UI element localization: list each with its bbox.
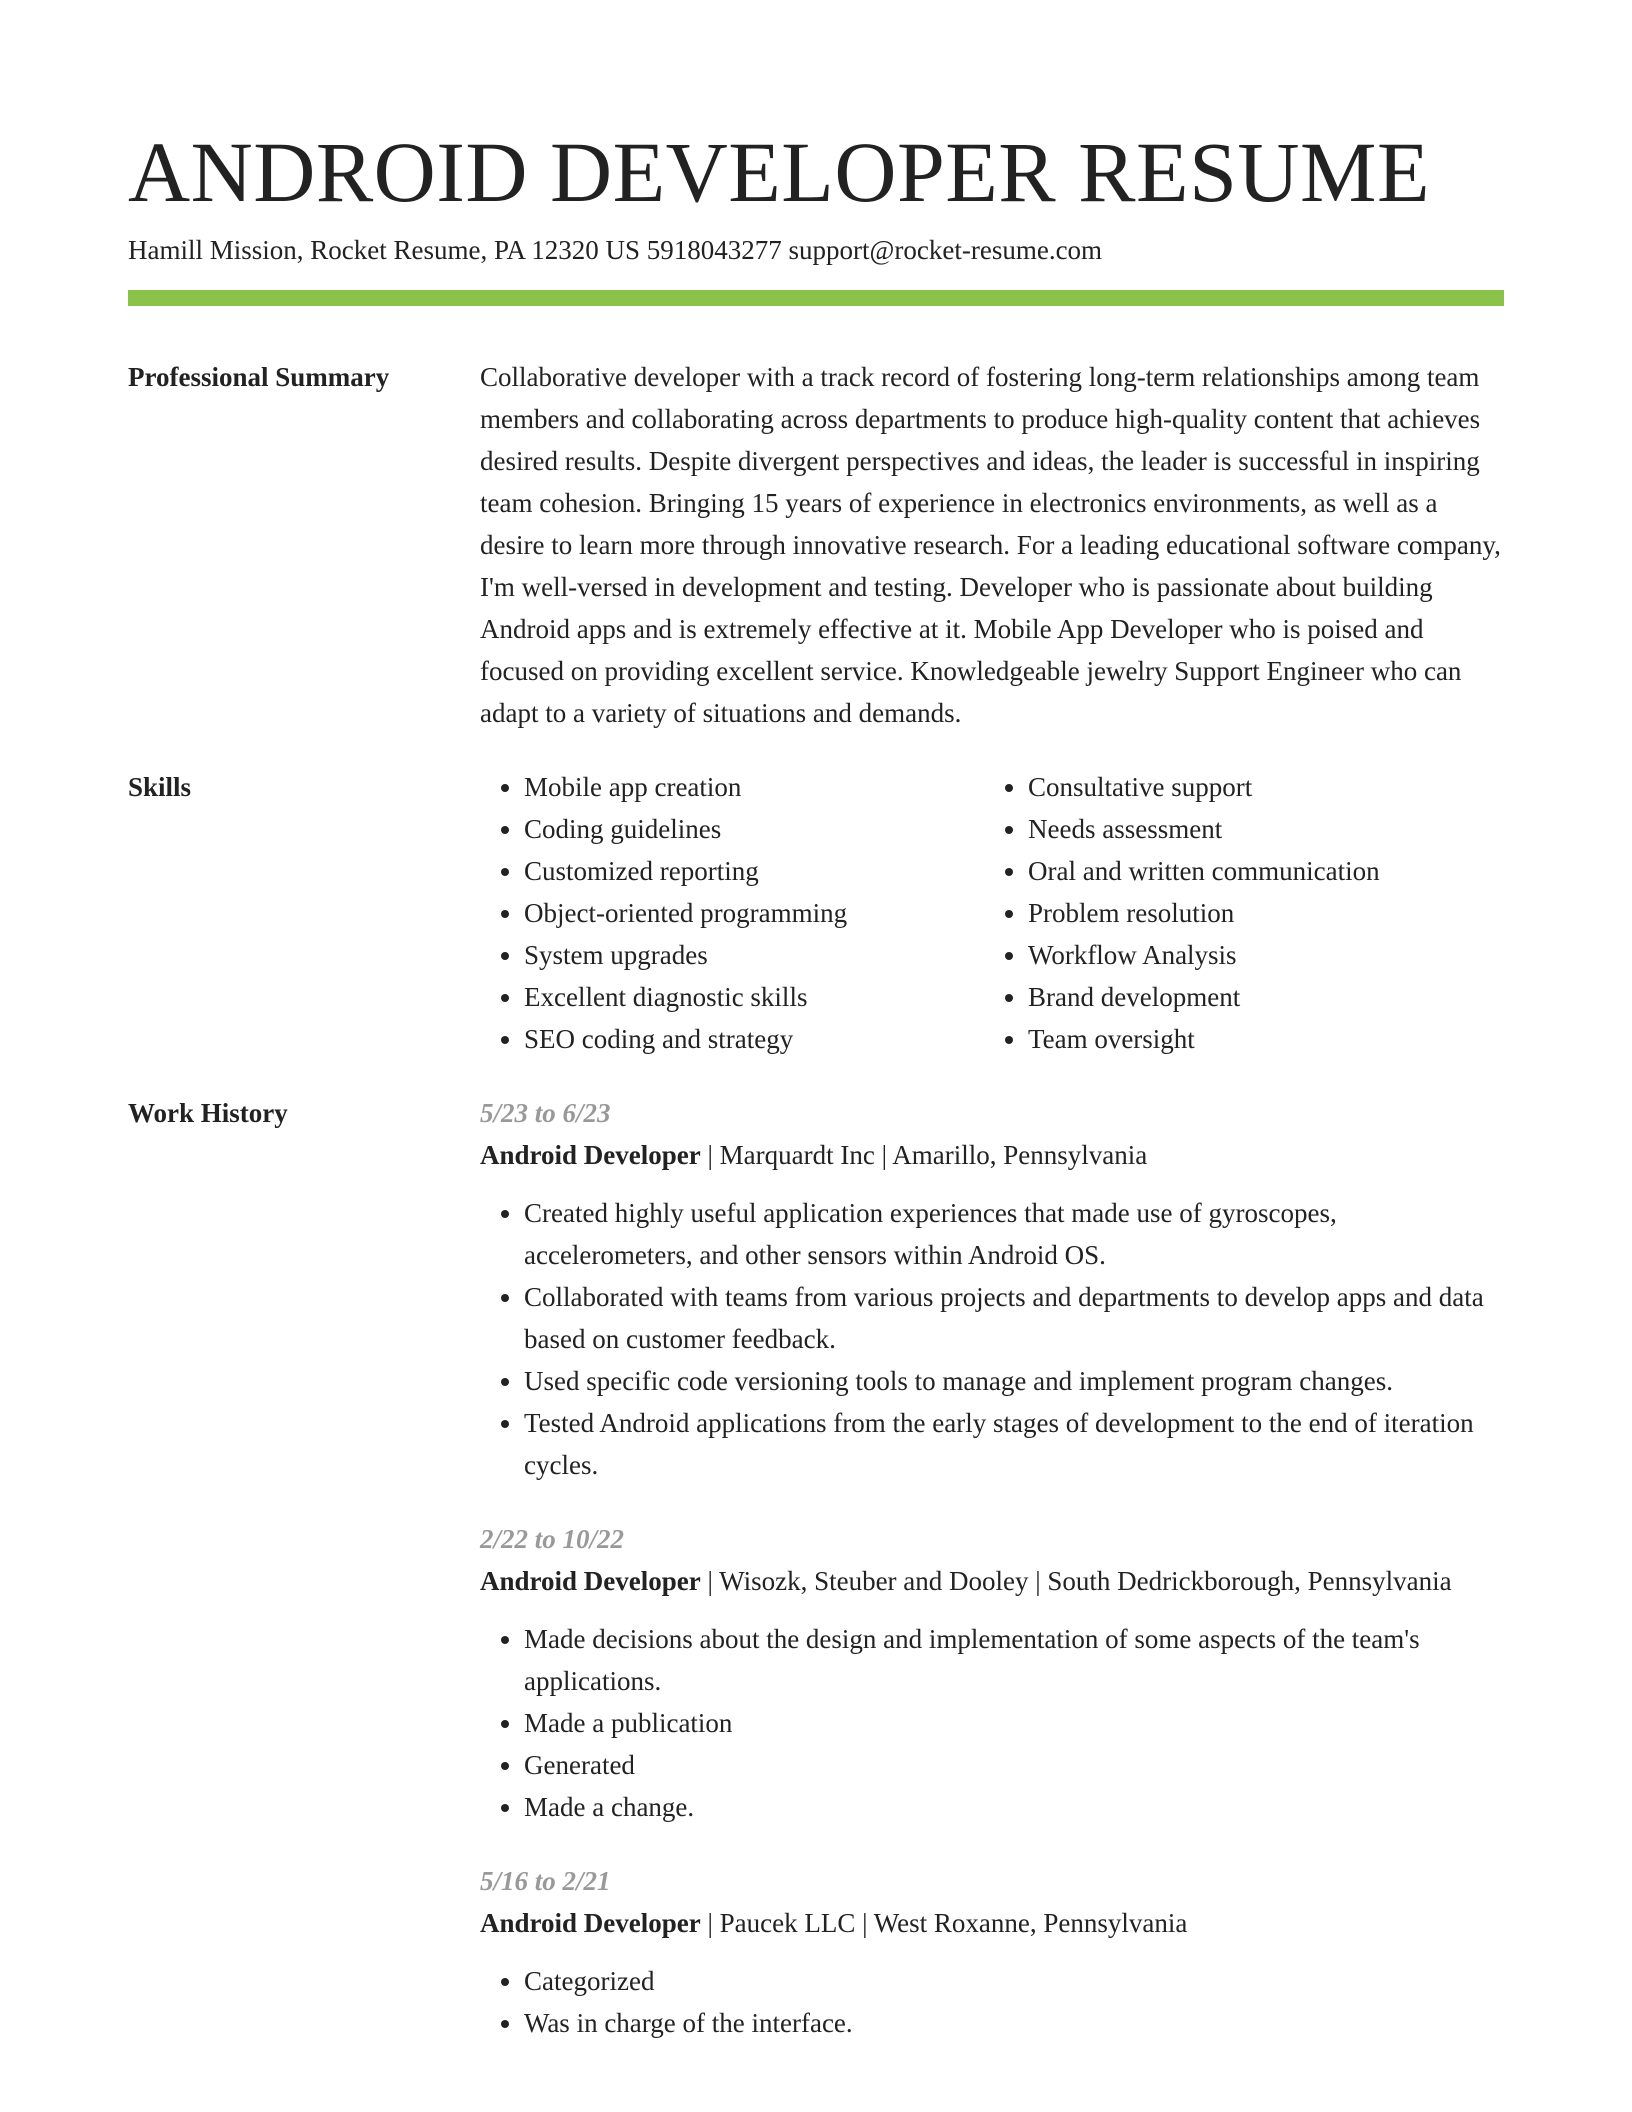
skill-item: • Problem resolution [1028,892,1488,934]
summary-text: Collaborative developer with a track record of fostering long-term relationships among team members and collaborating across departments to produce high-quality content that achieves desired results. Despite divergent perspectives and ideas, the leader is successful in inspiring team cohesion. Bringing 15 years of experience in electronics environments, as well as a desire to learn more through innovative research. For a leading educational software company, I'm well-versed in development and testing. Developer who is passionate about building Android apps and is extremely effective at it. Mobile App Developer who is poised and focused on providing excellent service. Knowledgeable jewelry Support Engineer who can adapt to a variety of situations and demands. [480,362,1501,728]
job-heading [480,1902,1504,1944]
resume-title: ANDROID DEVELOPER RESUME [128,124,1430,220]
job-bullet: • Generated [524,1744,1504,1786]
skills-section [128,766,1504,1060]
skills-list-right [984,766,1488,1060]
skill-item: • Object-oriented programming [524,892,984,934]
job-title: Android Developer [480,1140,701,1170]
job-entry [480,1518,1504,1828]
job-bullet: • Made a publication [524,1702,1504,1744]
job-heading [480,1134,1504,1176]
job-title: Android Developer [480,1566,701,1596]
job-details: | Paucek LLC | West Roxanne, Pennsylvania [700,1908,1188,1938]
job-bullet: • Tested Android applications from the early stages of development to the end of iteration cycles. [524,1402,1504,1486]
job-bullet: • Created highly useful application experiences that made use of gyroscopes, accelerometers, and other sensors within Android OS. [524,1192,1504,1276]
skill-item: • SEO coding and strategy [524,1018,984,1060]
job-bullets [480,1618,1504,1828]
work-history-section [128,1092,1504,2076]
job-bullet: • Was in charge of the interface. [524,2002,1504,2044]
skill-item: • Consultative support [1028,766,1488,808]
skills-list-left [480,766,984,1060]
resume-page [128,122,1504,2076]
job-bullets [480,1192,1504,1486]
skill-item: • System upgrades [524,934,984,976]
job-bullet: • Collaborated with teams from various projects and departments to develop apps and data based on customer feedback. [524,1276,1504,1360]
header-divider [128,290,1504,306]
job-dates: 5/16 to 2/21 [480,1866,611,1896]
job-entry [480,1860,1504,2044]
skill-item: • Excellent diagnostic skills [524,976,984,1018]
section-label-summary: Professional Summary [128,362,390,392]
skill-item: • Customized reporting [524,850,984,892]
skill-item: • Coding guidelines [524,808,984,850]
job-details: | Marquardt Inc | Amarillo, Pennsylvania [700,1140,1148,1170]
skill-item: • Team oversight [1028,1018,1488,1060]
skill-item: • Oral and written communication [1028,850,1488,892]
professional-summary-section [128,356,1504,734]
job-title: Android Developer [480,1908,701,1938]
section-label-skills: Skills [128,772,192,802]
skill-item: • Mobile app creation [524,766,984,808]
job-bullet: • Categorized [524,1960,1504,2002]
skill-item: • Workflow Analysis [1028,934,1488,976]
job-entry [480,1092,1504,1486]
job-bullet: • Used specific code versioning tools to manage and implement program changes. [524,1360,1504,1402]
skill-item: • Brand development [1028,976,1488,1018]
job-dates: 2/22 to 10/22 [480,1524,625,1554]
job-heading [480,1560,1504,1602]
work-history-body [480,1092,1504,2076]
skill-item: • Needs assessment [1028,808,1488,850]
skills-columns [480,766,1504,1060]
contact-line: Hamill Mission, Rocket Resume, PA 12320 US 5918043277 support@rocket-resume.com [128,235,1103,265]
section-label-work: Work History [128,1098,288,1128]
job-bullet: • Made decisions about the design and implementation of some aspects of the team's applications. [524,1618,1504,1702]
job-dates: 5/23 to 6/23 [480,1098,611,1128]
job-details: | Wisozk, Steuber and Dooley | South Dedrickborough, Pennsylvania [700,1566,1452,1596]
job-bullet: • Made a change. [524,1786,1504,1828]
job-bullets [480,1960,1504,2044]
